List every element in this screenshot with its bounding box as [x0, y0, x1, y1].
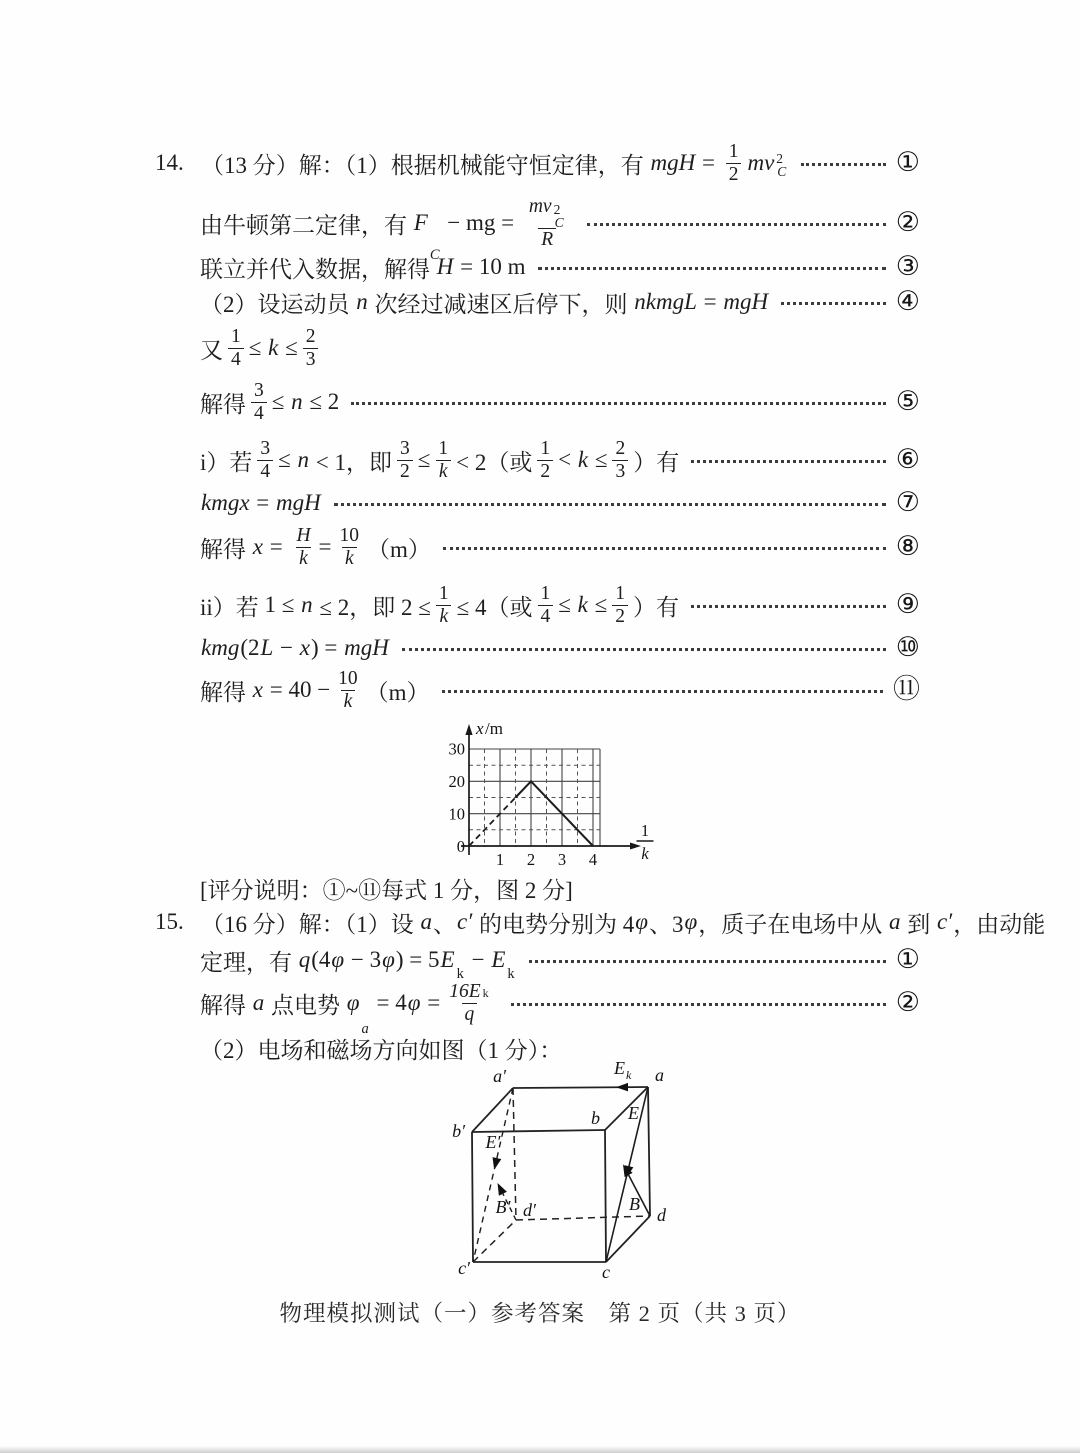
vertex-label-d: d [657, 1205, 666, 1225]
step-badge: ② [895, 206, 920, 238]
dotted-leader [511, 1003, 886, 1006]
text-run: ≤ [417, 447, 431, 472]
dotted-leader [529, 960, 886, 963]
text-run: − 3 [345, 947, 382, 972]
fraction [435, 438, 451, 483]
x-axis-label-den: k [641, 844, 649, 863]
B-prime-arrowhead [498, 1183, 507, 1196]
math-var: φ [382, 947, 395, 972]
series-dashed-extension [469, 798, 516, 847]
fraction [525, 196, 570, 251]
Ek-label: E [614, 1058, 625, 1078]
frac-num: 10 [338, 667, 358, 689]
dotted-leader [538, 267, 886, 270]
subscript: C [777, 164, 787, 179]
scan-edge-shadow [0, 1446, 1080, 1453]
text-run: 到 [901, 911, 936, 937]
Ek-arrowhead [616, 1083, 628, 1092]
math-var: E [491, 947, 506, 972]
text-run: 解得 [200, 536, 252, 562]
frac-den: 2 [726, 163, 742, 186]
text-run: 解得 [200, 992, 252, 1018]
E-prime-arrowhead [493, 1157, 502, 1170]
math-var: a [252, 990, 265, 1015]
frac-den: 4 [538, 605, 554, 628]
text-run: [评分说明：①~⑪每式 1 分，图 2 分] [200, 877, 573, 903]
fraction [726, 141, 742, 186]
B-label: B [629, 1194, 640, 1214]
frac-num: 3 [254, 379, 264, 401]
q14-line-3 [200, 252, 920, 282]
fraction [612, 583, 628, 628]
dotted-leader [801, 163, 885, 166]
text-run: (2 [240, 635, 260, 660]
math-var: φ [635, 909, 648, 934]
sub-sup-stack [776, 152, 787, 179]
text-run: = [697, 289, 723, 314]
text-run: ) = [311, 635, 344, 660]
frac-den: 3 [612, 460, 628, 483]
subscript: C [554, 215, 564, 231]
text-run: 、 [433, 911, 456, 937]
y-tick-30: 30 [448, 739, 465, 759]
text-run: ）有 [633, 449, 680, 475]
frac-den: 4 [251, 402, 267, 425]
q15-line-3 [200, 976, 920, 1037]
x-tick-2: 2 [526, 850, 536, 869]
step-badge: ③ [895, 250, 920, 282]
dotted-leader [443, 547, 886, 550]
vertex-label-b: b [591, 1108, 600, 1128]
text-run: 由牛顿第二定律，有 [200, 212, 413, 238]
y-tick-20: 20 [448, 772, 465, 791]
math-var: k [268, 335, 279, 360]
frac-den: 4 [257, 460, 273, 483]
dotted-leader [587, 223, 886, 226]
math-var: kmgx [201, 490, 250, 515]
fraction [228, 326, 244, 371]
x-axis-arrow [630, 843, 641, 850]
text-run: = 4 [370, 990, 407, 1015]
frac-num [445, 981, 493, 1003]
frac-den: 2 [537, 460, 553, 483]
text-run: 又 [200, 337, 223, 363]
math-var: k [577, 447, 589, 472]
text-run: ≤ [588, 592, 608, 617]
text-run: 次经过减速区后停下，则 [368, 291, 634, 317]
y-tick-10: 10 [448, 804, 465, 824]
math-var: nkmgL [634, 289, 697, 314]
step-badge: ④ [895, 285, 920, 317]
step-badge: ⑧ [895, 530, 920, 562]
x-tick-4: 4 [588, 850, 598, 869]
cube-field-diagram [430, 1058, 700, 1293]
math-var: φ [684, 909, 698, 934]
fraction [538, 583, 554, 628]
q14-line-7 [200, 433, 920, 487]
frac-num: 1 [540, 437, 551, 459]
frac-den: k [436, 605, 451, 628]
math-var: φ [346, 990, 360, 1015]
text-run: − mg = [441, 210, 520, 235]
frac-den: k [342, 547, 357, 570]
dotted-leader [691, 460, 886, 463]
fraction [257, 438, 273, 483]
step-badge: ⑪ [893, 673, 920, 705]
step-badge: ⑥ [895, 443, 920, 475]
text-run: ii）若 [200, 594, 265, 620]
dotted-leader [781, 302, 886, 305]
text-run: 联立并代入数据，解得 [200, 256, 436, 282]
text-run: 定理，有 [200, 949, 298, 975]
text-run: = [318, 534, 332, 559]
text-run: = [421, 990, 441, 1015]
frac-den: 4 [228, 348, 244, 371]
q14-line-6 [200, 375, 920, 429]
vertex-label-c: c [602, 1262, 610, 1282]
frac-num: 1 [615, 582, 625, 604]
math-var: H [436, 254, 454, 279]
text-run: = [250, 490, 276, 515]
math-var: L [260, 635, 274, 660]
step-badge: ① [895, 146, 920, 178]
E-prime-label: E′ [485, 1132, 501, 1152]
math-var: k [577, 592, 588, 617]
E-prime-field-line [473, 1088, 513, 1262]
question-number: 15. [155, 909, 184, 934]
vertex-label-b-prime: b′ [452, 1121, 465, 1141]
frac-num: 1 [231, 325, 241, 347]
text-run: = [696, 150, 721, 175]
math-var: mgH [276, 490, 321, 515]
y-axis-label-var: x [476, 719, 484, 738]
text-run: （m） [367, 536, 431, 562]
question-number: 14. [155, 150, 184, 175]
text-run: < 1，即 [310, 449, 392, 475]
q14-line-8 [200, 488, 920, 518]
subscript: k [482, 985, 489, 1000]
dotted-leader [334, 503, 886, 506]
sub-sup-stack [554, 203, 565, 230]
frac-num: H [296, 524, 311, 546]
step-badge: ② [895, 986, 920, 1018]
text-run: ≤ [278, 447, 297, 472]
q14-line-9 [200, 520, 920, 574]
frac-den: k [296, 547, 311, 570]
math-var: E [440, 947, 455, 972]
fraction [251, 380, 267, 425]
step-badge: ⑤ [895, 385, 920, 417]
math-var: φ [407, 990, 421, 1015]
superscript: 2 [553, 201, 561, 217]
text-run: − [465, 947, 491, 972]
q15-line-2 [200, 943, 920, 982]
dotted-leader [351, 402, 886, 405]
frac-num: 1 [728, 140, 739, 162]
frac-num: 3 [260, 437, 271, 459]
frac-den: 2 [397, 460, 413, 483]
fraction [612, 438, 628, 483]
q14-line-4 [200, 287, 920, 317]
subscript: a [361, 1020, 369, 1037]
fraction [537, 438, 553, 483]
math-var: c′ [936, 909, 953, 934]
text-run: ，由动能 [953, 911, 1046, 937]
frac-den: 3 [303, 348, 319, 371]
math-var: n [297, 447, 310, 472]
frac-den: R [538, 228, 556, 251]
text-run: ≤ [558, 592, 577, 617]
frac-den: k [436, 460, 451, 483]
step-badge: ⑦ [895, 486, 920, 518]
text-run: 解得 [200, 679, 252, 705]
math-var: x [252, 677, 263, 702]
frac-num: 1 [438, 437, 449, 459]
text-run: 的电势分别为 4 [473, 911, 635, 937]
y-tick-0: 0 [456, 837, 465, 856]
frac-num: 1 [540, 582, 551, 604]
subscript: C [429, 246, 440, 263]
frac-den: 2 [612, 605, 628, 628]
fraction [436, 583, 452, 628]
text-run: ≤ [589, 447, 608, 472]
fraction [397, 438, 413, 483]
dotted-leader [691, 605, 886, 608]
frac-den: q [462, 1003, 478, 1026]
math-var: c′ [457, 909, 473, 934]
x-axis-label-num: 1 [640, 821, 650, 840]
text-run: = 40 − [263, 677, 331, 702]
x-tick-1: 1 [495, 850, 505, 869]
text-run: （2）电场和磁场方向如图（1 分）： [200, 1037, 563, 1063]
text-run: − [274, 635, 299, 660]
text-run: （16 分）解：（1）设 [201, 911, 420, 937]
text-run: （m） [365, 679, 430, 705]
q14-line-5 [200, 321, 920, 375]
fraction [293, 525, 313, 570]
math-var: mgH [723, 289, 769, 314]
math-var: a [420, 909, 432, 934]
x-vs-1-over-k-graph [430, 713, 710, 873]
math-var: mgH [344, 635, 389, 660]
step-badge: ⑩ [895, 631, 920, 663]
math-var: F [413, 210, 428, 235]
text-run: ≤ 2，即 2 ≤ [313, 594, 431, 620]
vertex-label-a-prime: a′ [493, 1066, 506, 1086]
frac-num: 1 [438, 582, 449, 604]
frac-num: 2 [615, 437, 626, 459]
math-var: n [301, 592, 313, 617]
math-var: 16E [449, 980, 481, 1002]
text-run: ) = 5 [395, 947, 440, 972]
E-label: E [628, 1103, 639, 1123]
math-var: n [291, 389, 303, 414]
text-run: 解得 [200, 391, 246, 417]
q14-line-1 [155, 134, 920, 192]
math-var: φ [331, 947, 345, 972]
text-run: ≤ 4（或 [456, 594, 533, 620]
q15-line-1 [155, 907, 1046, 937]
math-var: mv [528, 195, 552, 217]
q14-line-2 [200, 190, 920, 263]
y-axis-arrow [465, 724, 472, 735]
text-run: 、3 [648, 911, 684, 937]
text-run: ≤ 2 [303, 389, 340, 414]
frac-num: 2 [305, 325, 316, 347]
fraction [303, 326, 319, 371]
math-var: n [356, 289, 368, 314]
text-run: 1 ≤ [264, 592, 301, 617]
text-run: 点电势 [265, 992, 346, 1018]
text-run: < [558, 447, 577, 472]
x-tick-3: 3 [557, 850, 567, 869]
math-var: a [888, 909, 901, 934]
dotted-leader [402, 648, 886, 651]
subscript: k [507, 965, 515, 982]
text-run: = 10 m [454, 254, 526, 279]
math-var: mgH [650, 150, 696, 175]
q14-line-11 [200, 633, 920, 663]
vertex-label-c-prime: c′ [458, 1258, 470, 1278]
text-run: ）有 [633, 594, 679, 620]
math-var: kmg [201, 635, 240, 660]
text-run: i）若 [200, 449, 253, 475]
fraction [335, 668, 361, 713]
text-run: ≤ [248, 335, 268, 360]
math-var: x [299, 635, 310, 660]
frac-num [525, 195, 570, 231]
subscript: k [456, 965, 464, 982]
text-run: （13 分）解：（1）根据机械能守恒定律，有 [201, 152, 650, 178]
text-run: （2）设运动员 [200, 291, 356, 317]
math-var: x [252, 534, 263, 559]
math-var: mv [747, 150, 775, 175]
q14-line-12 [200, 663, 920, 717]
q14-scoring-note [200, 873, 920, 903]
text-run: = [263, 534, 289, 559]
vertex-label-a: a [655, 1065, 664, 1085]
text-run: < 2（或 [456, 449, 533, 475]
superscript: 2 [776, 150, 784, 166]
q14-line-10 [200, 578, 920, 632]
text-run: ，质子在电场中从 [698, 911, 888, 937]
step-badge: ⑨ [895, 588, 920, 620]
text-run: ≤ [271, 389, 291, 414]
frac-num: 10 [339, 524, 360, 546]
frac-num: 3 [400, 437, 410, 459]
text-run: ≤ [279, 335, 298, 360]
fraction [445, 981, 493, 1026]
fraction [337, 525, 363, 570]
Ek-label-sub: k [626, 1068, 632, 1082]
frac-den: k [341, 690, 356, 713]
dotted-leader [442, 690, 883, 693]
math-var: q [298, 947, 311, 972]
y-axis-label-unit: /m [485, 719, 503, 738]
step-badge: ① [895, 943, 920, 975]
B-prime-label: B′ [495, 1197, 511, 1217]
text-run: (4 [311, 947, 331, 972]
page-footer: 物理模拟测试（一）参考答案 第 2 页（共 3 页） [279, 1301, 801, 1326]
vertex-label-d-prime: d′ [523, 1200, 536, 1220]
